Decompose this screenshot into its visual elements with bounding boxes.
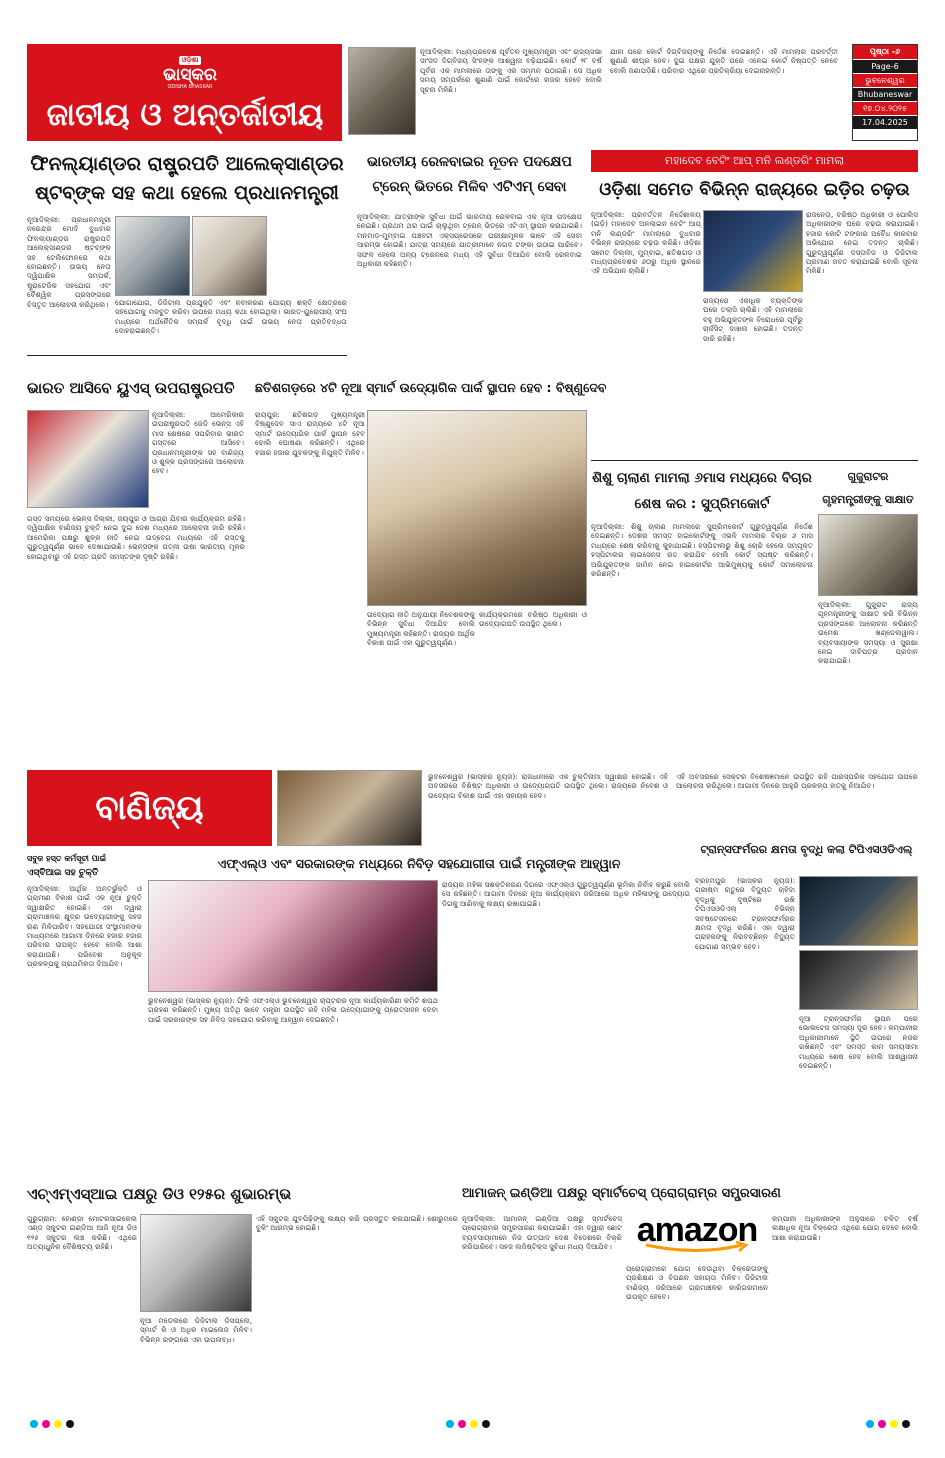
nabard-headline: ଏସ୍‌ବିଆଇ ସହ ଚୁକ୍ତି xyxy=(27,868,99,878)
commerce-col1: ଭୁବନେଶ୍ୱର (ଭାସ୍କର ନ୍ୟୁଜ): ରାଜଧାନୀରେ ଏକ ଚୁକ୍ତିନାମା ସ୍ୱାକ୍ଷର ହୋଇଛି। ଏହି ଅବସରରେ ବିଶିଷ୍ଟ ଅଧିକାରୀ ଓ ଉଦ୍ୟୋଗପତି ଉପସ୍ଥିତ ଥିଲେ। ରାଜ୍ୟରେ ନିବେଶ ଓ ଉଦ୍ୟୋଗ ବିକାଶ ପାଇଁ ଏହା ସହାୟକ ହେବ। xyxy=(428,772,668,800)
logo-line2: ଭାସ୍କର xyxy=(163,65,217,85)
finland-headline: ଫିନଲ୍ୟାଣ୍ଡର ରାଷ୍ଟ୍ରପତି ଆଲେକ୍ସାଣ୍ଡର ଷ୍ଟବ୍‌ଙ୍କ ସହ କଥା ହେଲେ ପ୍ରଧାନମନ୍ତ୍ରୀ xyxy=(30,153,344,204)
atm-body: ନୂଆଦିଲ୍ଲୀ: ଯାତ୍ରୀଙ୍କ ସୁବିଧା ପାଇଁ ଭାରତୀୟ ରେଳବାଇ ଏକ ନୂଆ ପଦକ୍ଷେପ ନେଇଛି। ପ୍ରଥମ ଥର ପାଇଁ ଚାଲୁଥିବା ଟ୍ରେନ୍ ଭିତରେ ଏଟିଏମ୍ ସ୍ଥାପନ କରାଯାଇଛି। ମନମାଡ଼-ମୁମ୍ବାଇ ପଞ୍ଚବଟୀ ଏକ୍ସପ୍ରେସରେ ପରୀକ୍ଷାମୂଳକ ଭାବେ ଏହି ସେବା ଆରମ୍ଭ ହୋଇଛି। ଯାତ୍ରା ସମୟରେ ଯାତ୍ରୀମାନେ ନଗଦ ଟଙ୍କା ଉଠାଇ ପାରିବେ। ସଫଳ ହେଲେ ଅନ୍ୟ ଟ୍ରେନରେ ମଧ୍ୟ ଏହି ସୁବିଧା ଦିଆଯିବ ବୋଲି ରେଳବାଇ ଅଧିକାରୀ କହିଛନ୍ତି। xyxy=(357,212,582,269)
dot-yellow xyxy=(470,1420,478,1428)
chhattisgarh-body-3: କାର୍ଯ୍ୟକ୍ରମରେ ବରିଷ୍ଠ ଅଧିକାରୀ ଓ ଉଦ୍ୟୋଗପତି ଉପସ୍ଥିତ ଥିଲେ। xyxy=(479,610,587,629)
flo-headline: ଏଫ୍‌ଏଲ୍‌ଓ ଏବଂ ସରକାରଙ୍କ ମଧ୍ୟରେ ନିବିଡ଼ ସହଯୋଗୀତା ପାଇଁ ମନ୍ତ୍ରୀଙ୍କ ଆହ୍ୱାନ xyxy=(217,856,621,871)
registration-dots-right xyxy=(866,1420,926,1430)
top-strip-col1: ନୂଆଦିଲ୍ଲୀ: ମଧ୍ୟପ୍ରଦେଶ ପୂର୍ବତନ ମୁଖ୍ୟମନ୍ତ୍ରୀ ଏବଂ ରାଜ୍ୟସଭା ସାଂସଦ ଦିଗ୍ବିଜୟ ସିଂହଙ୍କ ଆଶ୍ୱାସ ବଢ଼ିଯାଇଛି। କୋର୍ଟ ୨୮ ବର୍ଷ ପୂର୍ବର ଏକ ମାମଲାରେ ତାଙ୍କୁ ଏକ ସମ୍ମନ ପଠାଇଛି। ସେ ଅଧିକ ସମୟ ସମ୍ପର୍କରେ ଶୁଣାଣି ପାଇଁ କୋର୍ଟରେ ହାଜର ହେବେ ବୋଲି ସୂଚନା ମିଳିଛି। xyxy=(420,47,602,94)
scooter-photo xyxy=(140,1214,252,1312)
ed-body-3: ରାଜନେତା, ବରିଷ୍ଠ ଅଧିକାରୀ ଓ ପୋଲିସ ଅଧିକାରୀଙ୍କ ଘରେ ଚଢ଼ଉ କରାଯାଇଛି। ହଜାର କୋଟି ଟଙ୍କାର ଅବୈଧ କାରବାର ଅଭିଯୋଗ ନେଇ ତଦନ୍ତ ଚାଲିଛି। ଗୁରୁତ୍ୱପୂର୍ଣ୍ଣ ଦସ୍ତାବିଜ ଓ ଡିଜିଟାଲ ପ୍ରମାଣ ଜବତ କରାଯାଇଛି ବୋଲି ସୂଚନା ମିଳିଛି। xyxy=(806,210,918,276)
amazon-body-3: କମ୍ପାନୀ ଅଧିକାରୀଙ୍କ ଅନୁସାରେ ଚଳିତ ବର୍ଷ ଲକ୍ଷାଧିକ ନୂଆ ବିକ୍ରେତା ଏଥିରେ ଯୋଗ ଦେବେ ବୋଲି ଆଶା କରାଯାଉଛି। xyxy=(772,1214,918,1242)
page-en: Page-6 xyxy=(853,60,917,73)
chhattisgarh-body-1: ରାୟପୁର: ଛତିଶଗଡ଼ ମୁଖ୍ୟମନ୍ତ୍ରୀ ବିଷ୍ଣୁଦେବ ସାଏ ରାଜ୍ୟରେ ୪ଟି ନୂଆ ସ୍ମାର୍ଟ ଉଦ୍ୟୋଗିକ ପାର୍କ ସ୍ଥାପନ ହେବ ବୋଲି ଘୋଷଣା କରିଛନ୍ତି। ଏଥିରେ ହଜାର ହଜାର ଯୁବକଙ୍କୁ ନିଯୁକ୍ତି ମିଳିବ। xyxy=(255,410,365,457)
city-or: ଭୁବନେଶ୍ୱର xyxy=(853,74,917,87)
amazon-body-1: ନୂଆଦିଲ୍ଲୀ: ଆମାଜନ୍ ଇଣ୍ଡିଆ ପକ୍ଷରୁ ସ୍ମାର୍ଟଚେସ୍ ପ୍ରୋଗ୍ରାମର ସମ୍ପ୍ରସାରଣ କରାଯାଇଛି। ଏହା ଦ୍ୱାରା ଛୋଟ ବ୍ୟବସାୟୀମାନେ ନିଜ ଉତ୍ପାଦ ଦେଶ ବିଦେଶରେ ବିକ୍ରି କରିପାରିବେ। ସହଜ ଲଜିଷ୍ଟିକ୍ସ ସୁବିଧା ମଧ୍ୟ ଦିଆଯିବ। xyxy=(462,1214,622,1252)
tpsodl-body-2: ନୂଆ ଟ୍ରାନ୍ସଫର୍ମର ସ୍ଥାପନ ପରେ ଭୋଲଟେଜ ସମସ୍ୟା ଦୂର ହେବ। କମ୍ପାନୀର ଅଧିକାରୀମାନେ ସ୍ଥିତି ଉପରେ ନଜର ରଖିଛନ୍ତି ଏବଂ ସମସ୍ତ କାମ ସମୟସୀମା ମଧ୍ୟରେ ଶେଷ ହେବ ବୋଲି ଆଶ୍ୱାସନା ଦେଇଛନ୍ତି। xyxy=(799,1014,918,1071)
tpsodl-headline: ଟ୍ରାନ୍ସଫର୍ମରର କ୍ଷମତା ବୃଦ୍ଧି କଲା ଟିପିଏସଓଡିଏଲ୍ xyxy=(700,843,913,856)
logo-line3: ODISHA BHASKAR xyxy=(167,84,213,90)
dot-yellow xyxy=(890,1420,898,1428)
flo-body-2: ରାଜ୍ୟର ମହିଳା ସଶକ୍ତିକରଣ ଦିଗରେ ଏଫ୍‌ଏଲ୍‌ଓ ଗୁରୁତ୍ୱପୂର୍ଣ୍ଣ ଭୂମିକା ନିର୍ବାହ କରୁଛି ବୋଲି ସେ କହିଛନ୍ତି। ଆଗାମୀ ଦିନରେ ନୂଆ କାର୍ଯ୍ୟକ୍ରମ ଜରିଆରେ ଅଧିକ ମହିଳାଙ୍କୁ ଉଦ୍ୟୋଗ ଦିଗକୁ ଆଣିବାକୁ ଲକ୍ଷ୍ୟ ରଖାଯାଇଛି। xyxy=(442,880,690,908)
stubb-photo xyxy=(115,216,190,296)
hmsi-headline: ଏଚ୍‌ଏମ୍‌ଏସ୍‌ଆଇ ପକ୍ଷରୁ ଡିଓ ୧୨୫ର ଶୁଭାରମ୍ଭ xyxy=(27,1185,292,1203)
amazon-body-2: ପ୍ରୋଗ୍ରାମରେ ଯୋଗ ଦେଉଥିବା ବିକ୍ରେତାଙ୍କୁ ପ୍ରଶିକ୍ଷଣ ଓ ବିପଣନ ସହାୟତା ମିଳିବ। ଡିଜିଟାଲ ବାଣିଜ୍ୟ ଜରିଆରେ ଗ୍ରାମାଞ୍ଚଳର କାରିଗରମାନେ ଉପକୃତ ହେବେ। xyxy=(626,1264,768,1302)
amazon-logo-text: amazon xyxy=(636,1211,758,1249)
dot-magenta xyxy=(42,1420,50,1428)
gujarat-body: ନୂଆଦିଲ୍ଲୀ: ଗୁଜୁରାଟ ରାଜ୍ୟ ଗୃହମନ୍ତ୍ରୀଙ୍କୁ ସାକ୍ଷାତ କରି ବିଭିନ୍ନ ପ୍ରସଙ୍ଗରେ ଆଲୋଚନା କରିଛନ୍ତି ଉମେଶ ଖଣ୍ଡେଲୱାଲ। ବ୍ୟବସାୟୀଙ୍କ ସମସ୍ୟା ଓ ସୁରକ୍ଷା ନେଇ ଦାବିପତ୍ର ପ୍ରଦାନ କରାଯାଇଛି। xyxy=(818,600,918,666)
hmsi-body-2: ନୂଆ ମଡେଲରେ ଡିଜିଟାଲ ଡିସପ୍ଲେ, ସ୍ମାର୍ଟ କି ଓ ଅଧିକ ମାଇଲେଜ ମିଳିବ। ବିଭିନ୍ନ ରଙ୍ଗରେ ଏହା ଉପଲବ୍ଧ। xyxy=(140,1316,252,1344)
tpsodl-photo-1 xyxy=(799,876,918,946)
amazon-logo xyxy=(626,1212,768,1260)
city-en: Bhubaneswar xyxy=(853,88,917,101)
flo-body-1: ଭୁବନେଶ୍ୱର (ଭାସ୍କର ନ୍ୟୁଜ): ଫିକି ଏଫ୍‌ଏଲ୍‌ଓ ଭୁବନେଶ୍ୱର ଚାପ୍ଟରର ନୂଆ କାର୍ଯ୍ୟକାରିଣୀ କମିଟି ଶପଥ ଗ୍ରହଣ କରିଛନ୍ତି। ମୁଖ୍ୟ ଅତିଥି ଭାବେ ମନ୍ତ୍ରୀ ଉପସ୍ଥିତ ରହି ମହିଳା ଉଦ୍ୟୋଗୀଙ୍କୁ ପ୍ରୋତ୍ସାହନ ଦେବା ପାଇଁ ସରକାରଙ୍କ ସହ ନିବିଡ଼ ସହଯୋଗ କରିବାକୁ ଆହ୍ୱାନ ଦେଇଛନ୍ତି। xyxy=(148,996,438,1024)
finland-body-2: ଯୋଗାଯୋଗ, ଡିଜିଟାଲ ପ୍ରଯୁକ୍ତି ଏବଂ ନବୀକରଣ ଯୋଗ୍ୟ ଶକ୍ତି କ୍ଷେତ୍ରରେ ସହଯୋଗକୁ ମଜବୁତ କରିବା ଉପରେ ମଧ୍ୟ କଥା ହୋଇଥିଲା। ଭାରତ-ୟୁରୋପୀୟ ସଂଘ ମଧ୍ୟରେ ଅର୍ଥନୈତିକ ସମ୍ପର୍କ ବୃଦ୍ଧି ପାଇଁ ଉଭୟ ନେତା ପ୍ରତିବଦ୍ଧତା ଦୋହରାଇଛନ୍ତି। xyxy=(115,298,347,336)
hmsi-body-3: ଏହି ସ୍କୁଟର ଯୁବପିଢ଼ିଙ୍କୁ ଲକ୍ଷ୍ୟ କରି ପ୍ରସ୍ତୁତ କରାଯାଇଛି। ଶୋରୁମରେ ବୁକିଂ ଆରମ୍ଭ ହୋଇଛି। xyxy=(256,1214,458,1233)
dot-magenta xyxy=(458,1420,466,1428)
chhattisgarh-photo xyxy=(367,410,587,606)
ed-headline: ଓଡ଼ିଶା ସମେତ ବିଭିନ୍ନ ରାଜ୍ୟରେ ଇଡ଼ିର ଚଢ଼ଉ xyxy=(599,180,910,200)
commerce-col2: ଏହି ଅବସରରେ ସେକ୍ଟର ବିଶେଷଜ୍ଞମାନେ ଉପସ୍ଥିତ ରହି ପାରସ୍ପରିକ ସହଯୋଗ ଉପରେ ଆଲୋଚନା କରିଥିଲେ। ଆଗାମୀ ଦିନରେ ଆହୁରି ପ୍ରକଳ୍ପ ହାତକୁ ନିଆଯିବ। xyxy=(676,772,918,791)
commerce-photo xyxy=(277,770,422,846)
chhattisgarh-headline: ଛତିଶଗଡ଼ରେ ୪ଟି ନୂଆ ସ୍ମାର୍ଟ ଉଦ୍ୟୋଗିକ ପାର୍କ ସ୍ଥାପନ ହେବ : ବିଷ୍ଣୁଦେବ xyxy=(255,380,607,395)
finland-body-1: ନୂଆଦିଲ୍ଲୀ: ପ୍ରଧାନମନ୍ତ୍ରୀ ନରେନ୍ଦ୍ର ମୋଦି ବୁଧବାର ଫିନଲ୍ୟାଣ୍ଡର ରାଷ୍ଟ୍ରପତି ଆଲେକ୍ସାଣ୍ଡର ଷ୍ଟବ୍‌ଙ୍କ ସହ ଟେଲିଫୋନରେ କଥା ହୋଇଛନ୍ତି। ଉଭୟ ନେତା ଦ୍ୱିପାକ୍ଷିକ ସମ୍ପର୍କ, ଷ୍ଟ୍ରାଟେଜିକ ସହଯୋଗ ଏବଂ ବୈଶ୍ୱିକ ପ୍ରସଙ୍ଗରେ ବିସ୍ତୃତ ଆଲୋଚନା କରିଥିଲେ। xyxy=(27,215,111,309)
supreme-headline: ଶିଶୁ ଚାଲାଣ ମାମଲା ୬ମାସ ମଧ୍ୟରେ ବିଚାର ଶେଷ କର : ସୁପ୍ରିମକୋର୍ଟ xyxy=(592,470,812,512)
masthead-logo xyxy=(150,47,230,90)
vance-headline: ଭାରତ ଆସିବେ ୟୁଏସ୍ ଉପରାଷ୍ଟ୍ରପତି xyxy=(27,379,235,397)
vance-photo xyxy=(27,410,149,508)
dot-magenta xyxy=(878,1420,886,1428)
dot-cyan xyxy=(446,1420,454,1428)
atm-headline: ଭାରତୀୟ ରେଳବାଇର ନୂତନ ପଦକ୍ଷେପ ଟ୍ରେନ୍ ଭିତରେ ମିଳିବ ଏଟିଏମ୍ ସେବା xyxy=(367,154,572,195)
registration-dots-left xyxy=(30,1420,90,1430)
digvijay-photo xyxy=(348,47,416,135)
gujarat-headline: ଗୁଜୁରାଟର ଗୃହମନ୍ତ୍ରୀଙ୍କୁ ସାକ୍ଷାତ xyxy=(822,470,914,506)
supreme-body: ନୂଆଦିଲ୍ଲୀ: ଶିଶୁ ଚାଲାଣ ମାମଲାରେ ସୁପ୍ରିମକୋର୍ଟ ଗୁରୁତ୍ୱପୂର୍ଣ୍ଣ ନିର୍ଦ୍ଦେଶ ଦେଇଛନ୍ତି। ଦେଶର ସମସ୍ତ ହାଇକୋର୍ଟଙ୍କୁ ଏଭଳି ମାମଲାର ବିଚାର ୬ ମାସ ମଧ୍ୟରେ ଶେଷ କରିବାକୁ କୁହାଯାଇଛି। ହସ୍ପିଟାଲରୁ ଶିଶୁ ଚୋରି ହେଲେ ସମ୍ପୃକ୍ତ ହସ୍ପିଟାଲର ଲାଇସେନ୍ସ ରଦ୍ଦ କରାଯିବ ବୋଲି କୋର୍ଟ ସ୍ପଷ୍ଟ କରିଛନ୍ତି। ଅଭିଯୁକ୍ତଙ୍କ ଜାମିନ ନେଇ ହାଇକୋର୍ଟର ଆଭିମୁଖ୍ୟକୁ କୋର୍ଟ ସମାଲୋଚନା କରିଛନ୍ତି। xyxy=(591,522,813,579)
gujarat-photo xyxy=(818,514,918,596)
amazon-headline: ଆମାଜନ୍ ଇଣ୍ଡିଆ ପକ୍ଷରୁ ସ୍ମାର୍ଟଚେସ୍ ପ୍ରୋଗ୍ରାମ୍‌ର ସମ୍ପ୍ରସାରଣ xyxy=(462,1186,781,1201)
registration-dots-center xyxy=(446,1420,506,1430)
vance-body-2: ଗସ୍ତ ସମୟରେ ଭେନ୍ସ ଦିଲ୍ଲୀ, ଜୟପୁର ଓ ଆଗ୍ରା ଯିବାର କାର୍ଯ୍ୟକ୍ରମ ରହିଛି। ଦ୍ୱିପାକ୍ଷିକ ବାଣିଜ୍ୟ ଚୁକ୍ତି ନେଇ ଦୁଇ ଦେଶ ମଧ୍ୟରେ ଆଲୋଚନା ଜାରି ରହିଛି। ଆମେରିକା ପକ୍ଷରୁ ଶୁଳ୍କ ନୀତି ନେଇ ଉଦ୍‌ବେଗ ମଧ୍ୟରେ ଏହି ଗସ୍ତକୁ ଗୁରୁତ୍ୱପୂର୍ଣ୍ଣ ଭାବେ ଦେଖାଯାଉଛି। ଭେନ୍ସଙ୍କ ପତ୍ନୀ ଉଷା ଭାରତୀୟ ମୂଳର ହୋଇଥିବାରୁ ଏହି ଗସ୍ତ ପ୍ରତି ସମସ୍ତଙ୍କ ଦୃଷ୍ଟି ରହିଛି। xyxy=(27,514,245,561)
date-or: ୧୭.୦୪.୨୦୨୫ xyxy=(853,102,917,115)
dot-black xyxy=(902,1420,910,1428)
page-label: ପୃଷ୍ଠା -୬ xyxy=(853,45,917,59)
hmsi-body-1: ଗୁରୁଗ୍ରାମ: ହୋଣ୍ଡା ମୋଟରସାଇକେଲ ଏଣ୍ଡ ସ୍କୁଟର ଇଣ୍ଡିଆ ଆଜି ନୂଆ ଡିଓ ୧୨୫ ସ୍କୁଟର ଲଞ୍ଚ କରିଛି। ଏଥିରେ ଅତ୍ୟାଧୁନିକ ବୈଶିଷ୍ଟ୍ୟ ରହିଛି। xyxy=(27,1214,137,1252)
ed-kicker: ମହାଦେବ ବେଟିଂ ଆପ୍ ମନି ଲଣ୍ଡରିଂ ମାମଲା xyxy=(664,154,845,167)
section-title: ଜାତୀୟ ଓ ଅନ୍ତର୍ଜାତୀୟ xyxy=(46,97,324,133)
modi-photo xyxy=(192,216,267,296)
ed-photo xyxy=(703,210,803,292)
nabard-body: ନୂଆଦିଲ୍ଲୀ: ଆର୍ଥିକ ଅନ୍ତର୍ଭୁକ୍ତି ଓ ଗ୍ରାମୀଣ ବିକାଶ ପାଇଁ ଏକ ନୂଆ ଚୁକ୍ତି ସ୍ୱାକ୍ଷରିତ ହୋଇଛି। ଏହା ଦ୍ୱାରା ଗ୍ରାମାଞ୍ଚଳର କ୍ଷୁଦ୍ର ଉଦ୍ୟୋଗୀଙ୍କୁ ସହଜ ଋଣ ମିଳିପାରିବ। ସହଯୋଗୀ ସଂସ୍ଥାମାନଙ୍କ ମାଧ୍ୟମରେ ଆଗାମୀ ଦିନରେ ହଜାର ହଜାର ପରିବାର ଉପକୃତ ହେବେ ବୋଲି ଆଶା କରାଯାଉଛି। ପରିବେଶ ଅନୁକୂଳ ପ୍ରକଳ୍ପକୁ ପ୍ରାଥମିକତା ଦିଆଯିବ। xyxy=(27,884,142,969)
dot-cyan xyxy=(30,1420,38,1428)
date-en: 17.04.2025 xyxy=(853,116,917,129)
divider xyxy=(591,460,918,461)
ed-body-2: ରାଜ୍ୟରେ ଏକାଧିକ ବ୍ୟକ୍ତିଙ୍କ ଘରେ ତଲାସି ଚାଲିଛି। ଏହି ମାମଲାରେ ବହୁ ଅଭିଯୁକ୍ତଙ୍କ ବିରୋଧରେ ପୂର୍ବରୁ ଚାର୍ଜସିଟ୍ ଦାଖଲ ହୋଇଛି। ତଦନ୍ତ ଜାରି ରହିଛି। xyxy=(703,296,803,343)
tpsodl-body-1: ବ୍ରହ୍ମପୁର (ଭାସ୍କର ନ୍ୟୁଜ): ଗ୍ରୀଷ୍ମ ଋତୁରେ ବିଦ୍ୟୁତ ଚାହିଦା ବୃଦ୍ଧିକୁ ଦୃଷ୍ଟିରେ ରଖି ଟିପିଏସଓଡିଏଲ୍ ବିଭିନ୍ନ ସବଷ୍ଟେସନରେ ଟ୍ରାନ୍ସଫର୍ମରର କ୍ଷମତା ବୃଦ୍ଧି କରିଛି। ଏହା ଦ୍ୱାରା ଗ୍ରାହକଙ୍କୁ ନିରବଚ୍ଛିନ୍ନ ବିଦ୍ୟୁତ ଯୋଗାଣ ସମ୍ଭବ ହେବ। xyxy=(695,876,795,951)
page-info xyxy=(852,44,918,141)
ed-body-1: ନୂଆଦିଲ୍ଲୀ: ପ୍ରବର୍ତ୍ତନ ନିର୍ଦ୍ଦେଶାଳୟ (ଇଡ଼ି) ମହାଦେବ ଅନଲାଇନ ବେଟିଂ ଆପ୍ ମନି ଲଣ୍ଡରିଂ ମାମଲାରେ ବୁଧବାର ବିଭିନ୍ନ ରାଜ୍ୟରେ ଚଢ଼ଉ କରିଛି। ଓଡ଼ିଶା ସମେତ ଦିଲ୍ଲୀ, ମୁମ୍ବାଇ, ଛତିଶଗଡ଼ ଓ ମଧ୍ୟପ୍ରଦେଶର ୬୦ରୁ ଅଧିକ ସ୍ଥାନରେ ଏହି ଅଭିଯାନ ଚାଲିଛି। xyxy=(591,210,701,276)
flo-photo xyxy=(148,880,438,992)
dot-yellow xyxy=(54,1420,62,1428)
commerce-title: ବାଣିଜ୍ୟ xyxy=(95,788,204,828)
dot-cyan xyxy=(866,1420,874,1428)
dot-black xyxy=(482,1420,490,1428)
logo-line1: ଓଡ଼ିଶା xyxy=(179,56,202,65)
top-strip-col2: ଯାହା ପରେ କୋର୍ଟ ଦିଗ୍ବିଜୟଙ୍କୁ ନିର୍ଦ୍ଦେଶ ଦେଇଛନ୍ତି। ଏହି ମାମଲାର ପରବର୍ତ୍ତୀ ଶୁଣାଣି ଶୀଘ୍ର ହେବ। ଦୁଇ ପକ୍ଷର ଯୁକ୍ତି ପରେ ଏନେଇ କୋର୍ଟ ନିଷ୍ପତ୍ତି ନେବେ ବୋଲି ଜଣାପଡ଼ିଛି। ପରିବାର ଏଥିରେ ପ୍ରତିକ୍ରିୟା ଦେଇନାହାନ୍ତି। xyxy=(610,47,838,75)
divider xyxy=(27,355,347,356)
vance-body-1: ନୂଆଦିଲ୍ଲୀ: ଆମେରିକାର ଉପରାଷ୍ଟ୍ରପତି ଜେଡି ଭେନ୍ସ ଏହି ମାସ ଶେଷରେ ସପରିବାର ଭାରତ ଗସ୍ତରେ ଆସିବେ। ପ୍ରଧାନମନ୍ତ୍ରୀଙ୍କ ସହ ବାଣିଜ୍ୟ ଓ ଶୁଳ୍କ ପ୍ରସଙ୍ଗରେ ଆଲୋଚନା ହେବ। xyxy=(152,410,244,476)
tpsodl-photo-2 xyxy=(799,950,918,1010)
dot-black xyxy=(66,1420,74,1428)
chhattisgarh-body-2: ଉଦ୍ୟୋଗ ନୀତି ଅନୁଯାୟୀ ନିବେଶକଙ୍କୁ ବିଭିନ୍ନ ସୁବିଧା ଦିଆଯିବ ବୋଲି ମୁଖ୍ୟମନ୍ତ୍ରୀ କହିଛନ୍ତି। ରାଜ୍ୟର ଆର୍ଥିକ ବିକାଶ ପାଇଁ ଏହା ଗୁରୁତ୍ୱପୂର୍ଣ୍ଣ। xyxy=(367,610,475,648)
nabard-kicker: ସବୁଜ ହସ୍ତ କର୍ମସୂଚୀ ପାଇଁ xyxy=(27,854,107,863)
